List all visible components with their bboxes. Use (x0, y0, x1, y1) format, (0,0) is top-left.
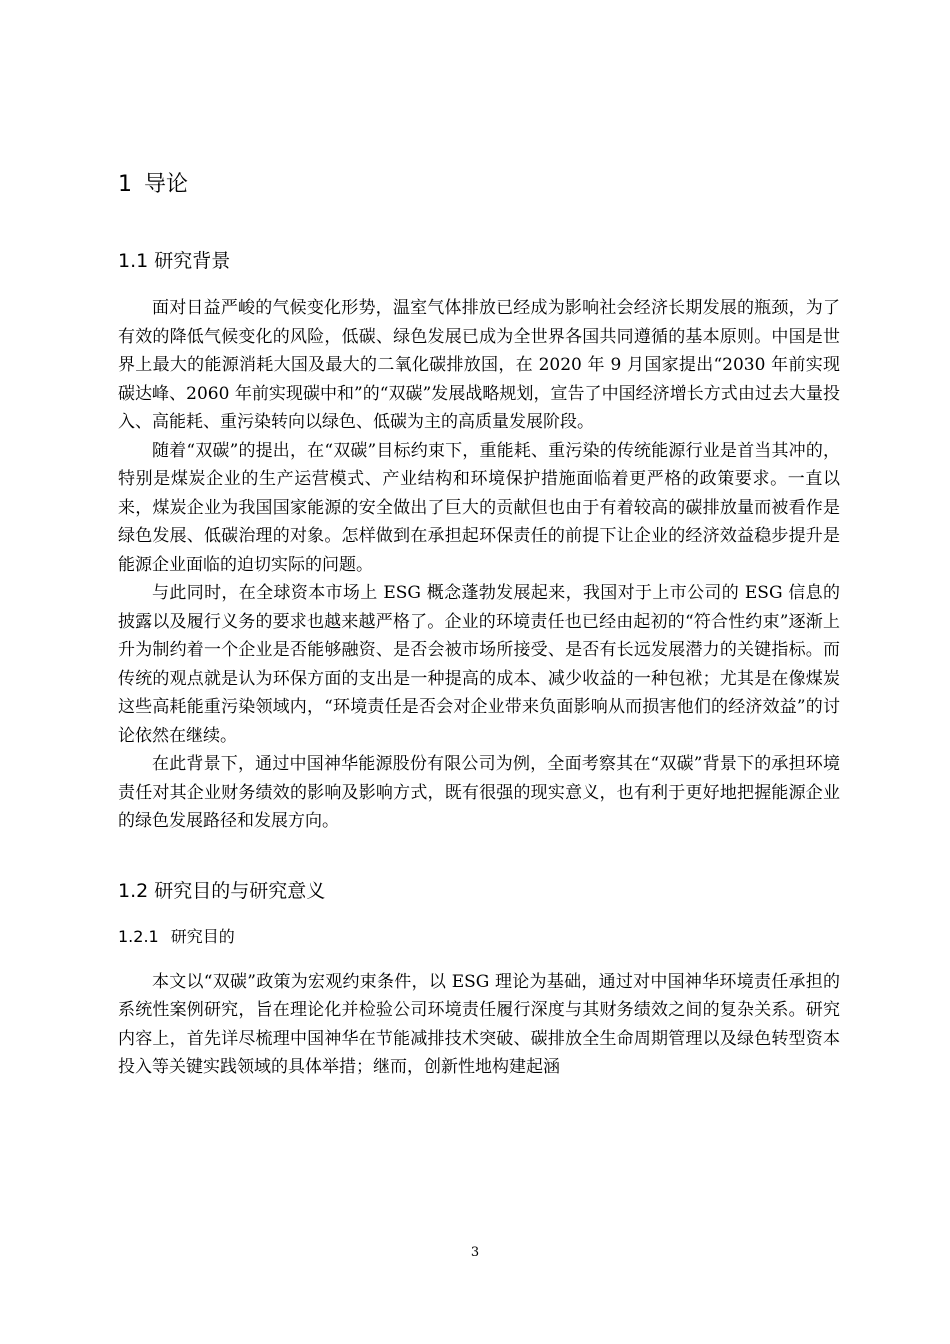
section-heading-1-1: 1.1 研究背景 (118, 250, 231, 272)
section-heading-1-2: 1.2 研究目的与研究意义 (118, 879, 326, 902)
page-number: 3 (470, 1245, 480, 1260)
chapter-title: 导论 (144, 172, 189, 197)
body-paragraph: 在此背景下，通过中国神华能源股份有限公司为例，全面考察其在“双碳”背景下的承担环境责任对其企业财务绩效的影响及影响方式，既有很强的现实意义，也有利于更好地把握能源企业的绿色发展路径和发展方向。 (118, 754, 840, 831)
body-paragraph: 随着“双碳”的提出，在“双碳”目标约束下，重能耗、重污染的传统能源行业是首当其冲的，特别是煤炭企业的生产运营模式、产业结构和环境保护措施面临着更严格的政策要求。一直以来，煤炭企业为我国国家能源的安全做出了巨大的贡献但也由于有着较高的碳排放量而被看作是绿色发展、低碳治理的对象。怎样做到在承担起环保责任的前提下让企业的经济效益稳步提升是能源企业面临的迫切实际的问题。 (118, 440, 840, 575)
page-content (118, 168, 840, 1082)
chapter-heading (118, 168, 840, 202)
body-paragraph: 本文以“双碳”政策为宏观约束条件，以 ESG 理论为基础，通过对中国神华环境责任承担的系统性案例研究，旨在理论化并检验公司环境责任履行深度与其财务绩效之间的复杂关系。研究内容上，首先详尽梳理中国神华在节能减排技术突破、碳排放全生命周期管理以及绿色转型资本投入等关键实践领域的具体举措；继而，创新性地构建起涵 (118, 971, 840, 1077)
body-paragraph: 与此同时，在全球资本市场上 ESG 概念蓬勃发展起来，我国对于上市公司的 ESG 信息的披露以及履行义务的要求也越来越严格了。企业的环境责任也已经由起初的“符合性约束”逐渐上升为制约着一个企业是否能够融资、是否会被市场所接受、是否有长远发展潜力的关键指标。而传统的观点就是认为环保方面的支出是一种提高的成本、减少收益的一种包袱；尤其是在像煤炭这些高耗能重污染领域内，“环境责任是否会对企业带来负面影响从而损害他们的经济效益”的讨论依然在继续。 (118, 583, 840, 746)
subsection-title: 研究目的 (170, 926, 235, 946)
body-paragraph: 面对日益严峻的气候变化形势，温室气体排放已经成为影响社会经济长期发展的瓶颈，为了有效的降低气候变化的风险，低碳、绿色发展已成为全世界各国共同遵循的基本原则。中国是世界上最大的能源消耗大国及最大的二氧化碳排放国，在 2020 年 9 月国家提出“2030 年前实现碳达峰、2060 年前实现碳中和”的“双碳”发展战略规划，宣告了中国经济增长方式由过去大量投入、高能耗、重污染转向以绿色、低碳为主的高质量发展阶段。 (118, 298, 840, 432)
chapter-number: 1 (118, 172, 132, 197)
subsection-number: 1.2.1 (118, 926, 159, 946)
subsection-heading-1-2-1 (118, 924, 840, 950)
